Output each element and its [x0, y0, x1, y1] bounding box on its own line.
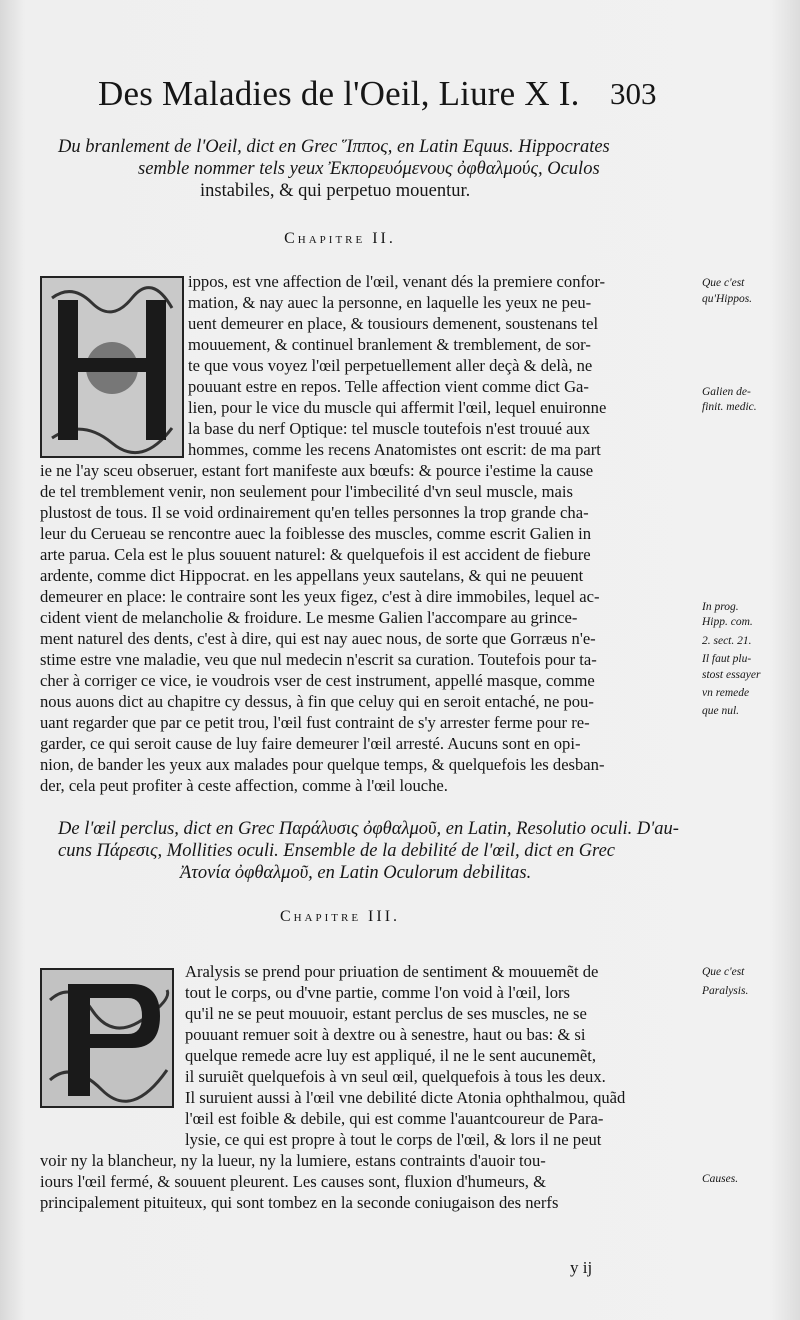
- text-line: tout le corps, ou d'vne partie, comme l'on void à l'œil, lors: [185, 983, 571, 1002]
- initial-letter: [162, 1093, 168, 1104]
- text-line: la base du nerf Optique: tel muscle toutefois n'est trouué aux: [188, 419, 591, 438]
- text-line: mation, & nay auec la personne, en laquelle les yeux ne peu-: [188, 293, 592, 312]
- text-line: il suruiẽt quelquefois à vn seul œil, quelquefois à tous les deux.: [185, 1067, 606, 1086]
- section-title-1: [58, 136, 700, 202]
- ornament-icon: [42, 970, 172, 1106]
- signature-mark: y ij: [570, 1258, 593, 1277]
- text-line: lysie, ce qui est propre à tout le corps de l'œil, & lors il ne peut: [185, 1130, 602, 1149]
- section-title-line: Ἀτονία ὀφθαλμοῦ, en Latin Oculorum debilitas.: [180, 863, 532, 883]
- text-line: l'œil est foible & debile, qui est comme l'auantcoureur de Para-: [185, 1109, 604, 1128]
- text-line: principalement pituiteux, qui sont tombez en la seconde coniugaison des nerfs: [40, 1193, 559, 1212]
- margin-note: Paralysis.: [702, 985, 749, 997]
- text-line: leur du Cerueau se rencontre auec la foiblesse des muscles, comme escrit Galien in: [40, 524, 592, 543]
- text-line: arte parua. Cela est le plus souuent naturel: & quelquefois il est accident de fiebure: [40, 545, 591, 564]
- margin-note: Que c'est: [702, 277, 745, 289]
- text-line: pouuant estre en repos. Telle affection vient comme dict Ga-: [188, 377, 589, 396]
- decorated-initial-h: [40, 276, 184, 458]
- running-head: Des Maladies de l'Oeil, Liure X I.: [98, 74, 580, 113]
- text-line: nion, de bander les yeux aux malades pour quelque temps, & quelquefois les desban-: [40, 755, 605, 774]
- margin-note: 2. sect. 21.: [702, 635, 752, 647]
- text-line: ie ne l'ay sceu obseruer, estant fort manifeste aux bœufs: & pource i'estime la cause: [40, 461, 594, 480]
- margin-note: que nul.: [702, 705, 740, 717]
- text-line: Il suruient aussi à l'œil vne debilité dicte Atonia ophthalmou, quãd: [185, 1088, 626, 1107]
- section-title-line: De l'œil perclus, dict en Grec Παράλυσις ὀφθαλμοῦ, en Latin, Resolutio oculi. D'au-: [58, 819, 679, 839]
- text-line: nous auons dict au chapitre cy dessus, à fin que celuy qui en seroit entaché, ne pou-: [40, 692, 594, 711]
- text-line: ippos, est vne affection de l'œil, venant dés la premiere confor-: [188, 272, 606, 291]
- text-line: plustost de tous. Il se void ordinairement qu'en telles personnes la trop grande cha-: [40, 503, 589, 522]
- text-line: Aralysis se prend pour priuation de sentiment & mouuemẽt de: [185, 962, 599, 981]
- text-line: cident vient de melancholie & froidure. Le mesme Galien l'accompare au grince-: [40, 608, 578, 627]
- text-line: demeurer en place: le contraire sont les yeux figez, c'est à dire immobiles, lequel ac-: [40, 587, 600, 606]
- margin-note: Il faut plu-: [702, 653, 752, 665]
- margin-note: Que c'est: [702, 966, 745, 978]
- section-title-line: semble nommer tels yeux Ἐκπορευόμενους ὀφθαλμούς, Oculos: [138, 159, 600, 179]
- text-line: qu'il ne se peut mouuoir, estant perclus de ses muscles, ne se: [185, 1004, 587, 1023]
- section-title-line: Du branlement de l'Oeil, dict en Grec Ἵππος, en Latin Equus. Hippocrates: [58, 137, 610, 157]
- text-line: te que vous voyez l'œil perpetuellement aller deçà & delà, ne: [188, 356, 593, 375]
- text-line: de tel tremblement venir, non seulement pour l'imbecilité d'vn seul muscle, mais: [40, 482, 573, 501]
- chapter-heading-2: Chapitre II.: [284, 230, 396, 247]
- text-line: uent demeurer en place, & tousiours demenent, soustenans tel: [188, 314, 599, 333]
- margin-note: Hipp. com.: [702, 616, 753, 628]
- section-title-line: instabiles, & qui perpetuo mouentur.: [200, 181, 471, 201]
- text-line: der, cela peut profiter à ceste affection, comme à l'œil louche.: [40, 776, 448, 795]
- text-line: mouuement, & continuel branlement & tremblement, de sor-: [188, 335, 591, 354]
- text-line: stime estre vne maladie, veu que nul medecin n'escrit sa curation. Toutefois pour ta-: [40, 650, 597, 669]
- margin-note: qu'Hippos.: [702, 293, 753, 305]
- margin-note: Causes.: [702, 1173, 739, 1185]
- section-title-line: cuns Πάρεσις, Mollities oculi. Ensemble de la debilité de l'œil, dict en Grec: [58, 841, 615, 861]
- margin-note: finit. medic.: [702, 401, 757, 413]
- margin-note: stost essayer: [702, 669, 761, 681]
- text-line: iours l'œil fermé, & souuent pleurent. Les causes sont, fluxion d'humeurs, &: [40, 1172, 547, 1191]
- text-line: pouuant remuer soit à dextre ou à senestre, haut ou bas: & si: [185, 1025, 586, 1044]
- text-line: ment naturel des dents, c'est à dire, qui est nay auec nous, de sorte que Gorræus n'e-: [40, 629, 596, 648]
- text-line: uant regarder que par ce petit trou, l'œil fust contraint de s'y arrester ferme pour re-: [40, 713, 590, 732]
- margin-note: Galien de-: [702, 386, 751, 398]
- margin-note: vn remede: [702, 687, 750, 699]
- text-line: quelque remede acre luy est appliqué, il ne le sent aucunemẽt,: [185, 1046, 596, 1065]
- page-number: 303: [610, 76, 657, 111]
- text-line: cher à corriger ce vice, ie voudrois vser de cest instrument, appellé masque, comme: [40, 671, 595, 690]
- text-line: lien, pour le vice du muscle qui affermit l'œil, lequel enuironne: [188, 398, 607, 417]
- ornament-icon: [42, 278, 182, 456]
- section-title-2: [58, 818, 700, 884]
- margin-note: In prog.: [702, 601, 739, 613]
- decorated-initial-p: [40, 968, 174, 1108]
- initial-letter: [171, 443, 178, 454]
- text-line: garder, ce qui seroit cause de luy faire demeurer l'œil arresté. Aucuns sont en opi-: [40, 734, 581, 753]
- text-line: ardente, comme dict Hippocrat. en les appellans yeux sautelans, & qui ne peuuent: [40, 566, 584, 585]
- chapter-heading-3: Chapitre III.: [279, 908, 401, 925]
- text-line: voir ny la blancheur, ny la lueur, ny la lumiere, estans contraints d'auoir tou-: [40, 1151, 546, 1170]
- text-line: hommes, comme les recens Anatomistes ont escrit: de ma part: [188, 440, 601, 459]
